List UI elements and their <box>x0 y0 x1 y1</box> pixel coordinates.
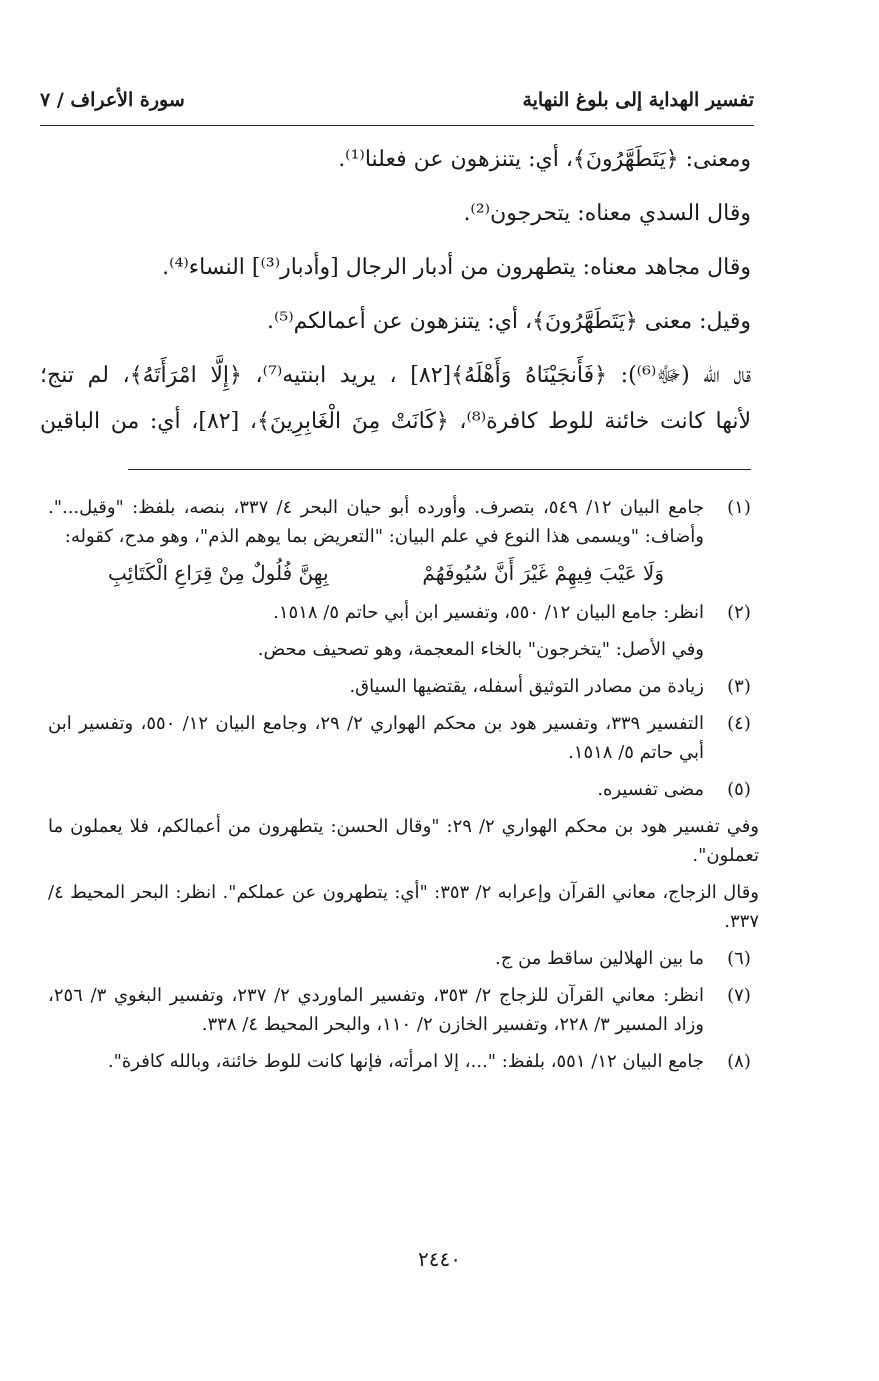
footnote-number: (١) <box>727 497 751 518</box>
footnote-2 <box>48 598 759 627</box>
footnotes <box>48 493 759 1084</box>
paragraph-3: وقال مجاهد معناه: يتطهرون من أدبار الرجال [وأدبار⁽³⁾] النساء⁽⁴⁾. <box>162 255 751 280</box>
footnote-text: مضى تفسيره. <box>597 779 704 800</box>
footnote-text: انظر: جامع البيان ١٢/ ٥٥٠، وتفسير ابن أبي حاتم ٥/ ١٥١٨. <box>273 602 704 623</box>
footnote-text: جامع البيان ١٢/ ٥٤٩، بتصرف. وأورده أبو حيان البحر ٤/ ٣٣٧، بنصه، بلفظ: "وقيل...". وأضاف: "ويسمى هذا النوع في علم البيان: "التعريض بما يوهم الذم"، وهو مدح، كقوله: <box>48 497 704 547</box>
footnote-5 <box>48 775 759 804</box>
footnote-number: (٤) <box>727 713 751 734</box>
footnote-4 <box>48 709 759 767</box>
footnote-1 <box>48 493 759 551</box>
footnote-number: (٢) <box>727 602 751 623</box>
footnote-8 <box>48 1047 759 1076</box>
footnote-number: (٣) <box>727 676 751 697</box>
header-divider <box>40 125 754 126</box>
book-title: تفسير الهداية إلى بلوغ النهاية <box>522 89 754 111</box>
paragraph-2: وقال السدي معناه: يتحرجون⁽²⁾. <box>463 201 751 226</box>
footnote-2-continuation: وفي الأصل: "يتخرجون" بالخاء المعجمة، وهو تصحيف محض. <box>257 639 704 660</box>
footnote-text: انظر: معاني القرآن للزجاج ٢/ ٣٥٣، وتفسير الماوردي ٢/ ٢٣٧، وتفسير البغوي ٣/ ٢٥٦، وزاد المسير ٣/ ٢٢٨، وتفسير الخازن ٢/ ١١٠، والبحر المحيط ٤/ ٣٣٨. <box>48 985 704 1035</box>
surah-label: سورة الأعراف / ٧ <box>40 89 185 111</box>
footnote-5-continuation-1: وفي تفسير هود بن محكم الهواري ٢/ ٢٩: "وقال الحسن: يتطهرون من أعمالكم، فلا يعملون ما تعملون". <box>48 816 759 866</box>
running-header <box>40 82 754 118</box>
footnote-text: ما بين الهلالين ساقط من ج. <box>495 948 704 969</box>
footnote-text: التفسير ٣٣٩، وتفسير هود بن محكم الهواري ٢/ ٢٩، وجامع البيان ١٢/ ٥٥٠، وتفسير ابن أبي حاتم ٥/ ١٥١٨. <box>48 713 704 763</box>
footnote-divider <box>128 469 751 470</box>
footnote-text: جامع البيان ١٢/ ٥٥١، بلفظ: "...، إلا امرأته، فإنها كانت للوط خائنة، وبالله كافرة". <box>107 1051 704 1072</box>
page-number: ٢٤٤٠ <box>418 1247 461 1271</box>
footnote-text: زيادة من مصادر التوثيق أسفله، يقتضيها السياق. <box>349 676 704 697</box>
footnote-number: (٦) <box>727 948 751 969</box>
footnote-3 <box>48 672 759 701</box>
main-text <box>40 145 751 437</box>
verse-first-hemistich: وَلَا عَيْبَ فِيهِمْ غَيْرَ أَنَّ سُيُوفَهُمْ <box>422 561 664 585</box>
footnote-number: (٥) <box>727 779 751 800</box>
verse-second-hemistich: بِهِنَّ فُلُولٌ مِنْ قِرَاعِ الْكَتَائِبِ <box>108 561 329 585</box>
footnote-6 <box>48 944 759 973</box>
footnote-number: (٧) <box>727 985 751 1006</box>
poetry-verse <box>48 559 759 588</box>
paragraph-6: لأنها كانت خائنة للوط كافرة⁽⁸⁾، ﴿كَانَتْ مِنَ الْغَابِرِينَ﴾، [٨٢]، أي: من الباقين <box>40 409 752 434</box>
paragraph-5: قال الله (ﷻ⁽⁶⁾): ﴿فَأَنجَيْنَاهُ وَأَهْلَهُ﴾[٨٢] ، يريد ابنتيه⁽⁷⁾، ﴿إِلَّا امْرَأَتَهُ﴾، لم تنج؛ <box>40 363 752 388</box>
footnote-5-continuation-2: وقال الزجاج، معاني القرآن وإعرابه ٢/ ٣٥٣: "أي: يتطهرون عن عملكم". انظر: البحر المحيط ٤/ ٣٣٧. <box>48 882 759 932</box>
footnote-number: (٨) <box>727 1051 751 1072</box>
paragraph-1: ومعنى: ﴿يَتَطَهَّرُونَ﴾، أي: يتنزهون عن فعلنا⁽¹⁾. <box>338 147 751 172</box>
paragraph-4: وقيل: معنى ﴿يَتَطَهَّرُونَ﴾، أي: يتنزهون عن أعمالكم⁽⁵⁾. <box>266 309 751 334</box>
footnote-7 <box>48 981 759 1039</box>
